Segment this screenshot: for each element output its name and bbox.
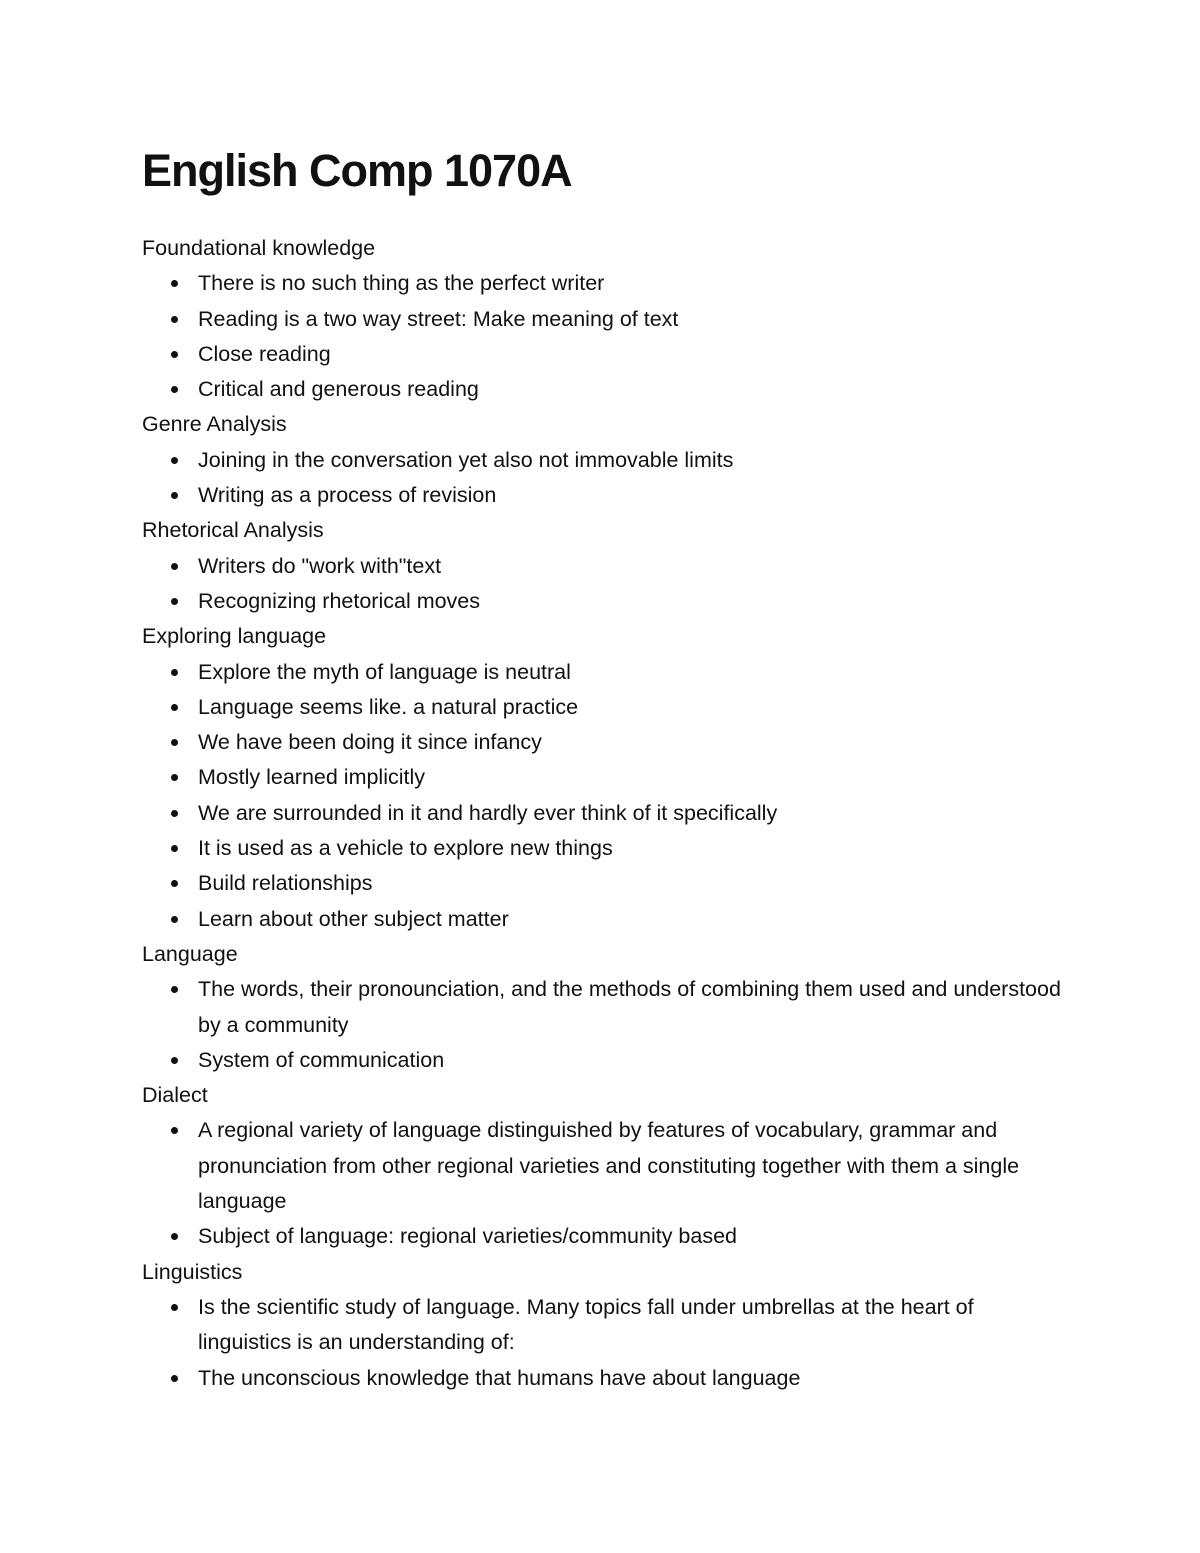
list-item: Writing as a process of revision (198, 478, 1062, 513)
notes-body (142, 231, 1062, 1396)
list-item: Joining in the conversation yet also not immovable limits (198, 443, 1062, 478)
section-dialect (142, 1078, 1062, 1254)
section-heading: Genre Analysis (142, 412, 287, 437)
section-heading: Linguistics (142, 1259, 243, 1284)
list-item: Mostly learned implicitly (198, 760, 1062, 795)
bullet-list (142, 443, 1062, 514)
list-item: We have been doing it since infancy (198, 725, 1062, 760)
list-item: Close reading (198, 337, 1062, 372)
list-item: Is the scientific study of language. Many topics fall under umbrellas at the heart of linguistics is an understanding of: (198, 1290, 1062, 1361)
list-item: The unconscious knowledge that humans have about language (198, 1361, 1062, 1396)
list-item: System of communication (198, 1043, 1062, 1078)
bullet-list (142, 655, 1062, 937)
section-heading: Exploring language (142, 624, 327, 649)
list-item: A regional variety of language distinguished by features of vocabulary, grammar and pronunciation from other regional varieties and constituting together with them a single language (198, 1113, 1062, 1219)
list-item: Learn about other subject matter (198, 902, 1062, 937)
section-rhetorical-analysis (142, 513, 1062, 619)
page-title: English Comp 1070A (142, 145, 572, 196)
section-genre-analysis (142, 407, 1062, 513)
section-heading: Rhetorical Analysis (142, 518, 324, 543)
section-heading: Dialect (142, 1083, 208, 1108)
list-item: Writers do "work with"text (198, 549, 1062, 584)
list-item: It is used as a vehicle to explore new things (198, 831, 1062, 866)
section-linguistics (142, 1255, 1062, 1396)
list-item: Explore the myth of language is neutral (198, 655, 1062, 690)
section-foundational-knowledge (142, 231, 1062, 407)
list-item: We are surrounded in it and hardly ever think of it specifically (198, 796, 1062, 831)
list-item: The words, their pronounciation, and the methods of combining them used and understood by a community (198, 972, 1062, 1043)
document-page (142, 143, 1062, 1396)
bullet-list (142, 266, 1062, 407)
bullet-list (142, 972, 1062, 1078)
section-heading: Language (142, 941, 238, 966)
list-item: Language seems like. a natural practice (198, 690, 1062, 725)
section-exploring-language (142, 619, 1062, 937)
list-item: There is no such thing as the perfect writer (198, 266, 1062, 301)
section-heading: Foundational knowledge (142, 236, 376, 260)
list-item: Subject of language: regional varieties/community based (198, 1219, 1062, 1254)
list-item: Reading is a two way street: Make meaning of text (198, 302, 1062, 337)
list-item: Build relationships (198, 866, 1062, 901)
list-item: Critical and generous reading (198, 372, 1062, 407)
section-language (142, 937, 1062, 1078)
bullet-list (142, 1290, 1062, 1396)
bullet-list (142, 549, 1062, 620)
bullet-list (142, 1113, 1062, 1254)
list-item: Recognizing rhetorical moves (198, 584, 1062, 619)
